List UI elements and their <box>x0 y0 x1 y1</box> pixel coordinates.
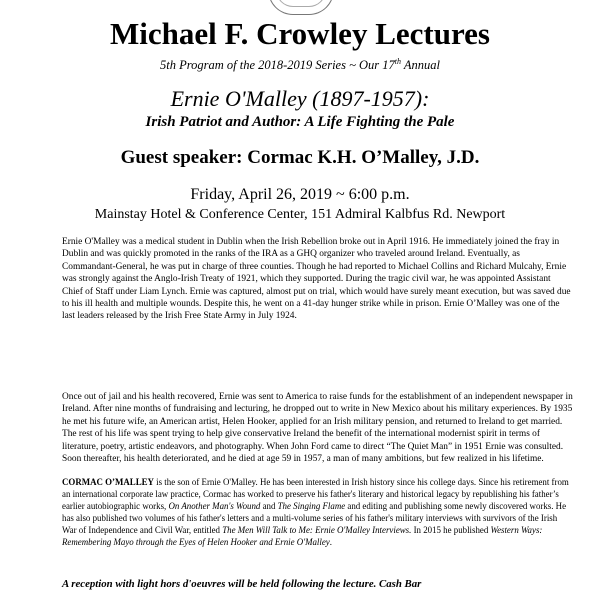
book-title: The Men Will Talk to Me: Ernie O'Malley Interviews. <box>222 525 412 535</box>
bio-paragraph-2: Once out of jail and his health recovered, Ernie was sent to America to raise funds for the establishment of an independent newspaper in Ireland. After nine months of fundraising and lecturing, he dropped out to write in New Mexico about his military experiences. By 1935 he met his future wife, an American artist, Helen Hooker, applied for an Irish military pension, and returned to Ireland to get married. The rest of his life was spent trying to help give conservative Ireland the benefit of the international modernist spirit in terms of literature, poetry, artistic endeavors, and photography. When John Ford came to direct “The Quiet Man” in 1951 Ernie was consulted. Soon thereafter, his health deteriorated, and he died at age 59 in 1957, a man of many ambitions, but few realized in his lifetime. <box>62 392 573 465</box>
speaker-name-lead: CORMAC O’MALLEY <box>62 477 154 487</box>
guest-speaker: Guest speaker: Cormac K.H. O’Malley, J.D. <box>120 147 480 168</box>
book-title: Western Ways: Remembering Mayo through the Eyes of Helen Hooker and Ernie O'Malley <box>62 525 543 547</box>
reception-note: A reception with light hors d'oeuvres will be held following the lecture. Cash Bar <box>62 578 422 590</box>
topic-title: Ernie O'Malley (1897-1957): <box>170 86 430 111</box>
bio-paragraph-1: Ernie O'Malley was a medical student in Dublin when the Irish Rebellion broke out in April 1916. He immediately joined the fray in Dublin and was quickly promoted in the ranks of the IRA as a GHQ organizer who traveled around Ireland. Eventually, as Commandant-General, he was put in charge of three counties. Though he had reported to Michael Collins and Richard Mulcahy, Ernie was strongly against the Anglo-Irish Treaty of 1921, which they supported. During the tragic civil war, he was appointed Assistant Chief of Staff under Liam Lynch. Ernie was captured, almost put on trial, which would have surely meant execution, but was saved due to his ill health and multiple wounds. Despite this, he went on a 41-day hunger strike while in prison. Ernie O’Malley was one of the last leaders released by the Irish Free State Army in July 1924. <box>62 237 571 322</box>
series-subtitle-text: 5th Program of the 2018-2019 Series ~ Our 17 <box>159 58 395 73</box>
speaker-bio-text: and <box>260 501 278 511</box>
series-subtitle-superscript: th <box>394 57 401 66</box>
speaker-bio-text: In 2015 he published <box>411 525 491 535</box>
speaker-bio-text: . <box>329 537 332 547</box>
series-subtitle <box>0 54 600 73</box>
speaker-bio-text: is the son of Ernie O'Malley. He has been interested in Irish history since his college days. Since his retirement from an international corporate law practice, Cormac has worked to preserve his father's literary and historical legacy by republishing his father’s earlier autobiographic works, <box>62 477 569 511</box>
lecture-series-title: Michael F. Crowley Lectures <box>110 16 490 51</box>
series-subtitle-suffix: Annual <box>400 58 440 73</box>
topic-subtitle: Irish Patriot and Author: A Life Fighting the Pale <box>145 114 455 130</box>
event-datetime: Friday, April 26, 2019 ~ 6:00 p.m. <box>190 186 410 203</box>
speaker-bio-paragraph <box>62 476 573 548</box>
speaker-bio-text: and editing and publishing some newly discovered works. He has also published two volumes of his father's letters and a multi-volume series of his father's military interviews with survivors of the Irish War of Independence and Civil War, entitled <box>62 501 567 535</box>
event-venue: Mainstay Hotel & Conference Center, 151 Admiral Kalbfus Rd. Newport <box>94 207 506 222</box>
book-title: The Singing Flame <box>277 501 346 511</box>
book-title: On Another Man's Wound <box>168 501 261 511</box>
